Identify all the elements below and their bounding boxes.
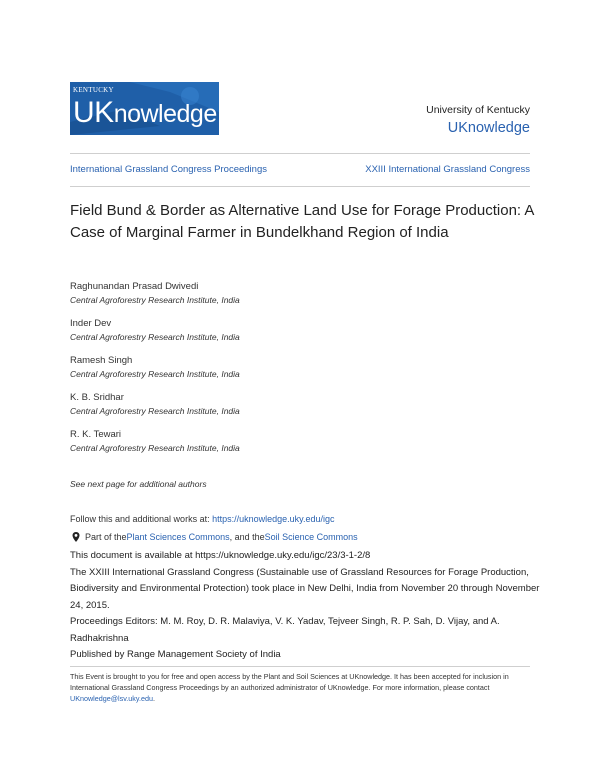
links-divider xyxy=(70,186,530,187)
congress-description: The XXIII International Grassland Congress (Sustainable use of Grassland Resources for Forage Production, Biodiversity and Environmental Protection) took place in New Delhi, India from November 20 through November 24, 2015. xyxy=(70,566,540,611)
author-affiliation: Central Agroforestry Research Institute, India xyxy=(70,406,240,416)
footer-end: . xyxy=(152,694,155,703)
author-entry xyxy=(70,429,530,466)
editors-note: Proceedings Editors: M. M. Roy, D. R. Malaviya, V. K. Yadav, Tejveer Singh, R. P. Sah, D. Vijay, and A. Radhakrishna xyxy=(70,616,500,644)
repository-link[interactable]: UKnowledge xyxy=(447,120,530,136)
author-affiliation: Central Agroforestry Research Institute, India xyxy=(70,443,240,453)
logo-main-text xyxy=(73,96,217,130)
logo-rest: nowledge xyxy=(113,100,217,128)
author-name: Raghunandan Prasad Dwivedi xyxy=(70,281,199,292)
author-entry xyxy=(70,355,530,392)
footer-text: This Event is brought to you for free and open access by the Plant and Soil Sciences at UKnowledge. It has been accepted for inclusion in International Grassland Congress Proceedings by an authorized administrator of UKnowledge. For more information, please contact xyxy=(70,672,509,692)
author-affiliation: Central Agroforestry Research Institute, India xyxy=(70,295,240,305)
author-affiliation: Central Agroforestry Research Institute, India xyxy=(70,332,240,342)
congress-link[interactable]: XXIII International Grassland Congress xyxy=(365,164,530,175)
publisher-note: Published by Range Management Society of India xyxy=(70,649,281,660)
uknowledge-logo xyxy=(70,82,219,135)
see-next-page-note: See next page for additional authors xyxy=(70,479,207,489)
author-entry xyxy=(70,281,530,318)
part-of-line xyxy=(70,531,358,543)
author-name: K. B. Sridhar xyxy=(70,392,124,403)
soil-science-link[interactable]: Soil Science Commons xyxy=(264,532,358,542)
follow-prefix: Follow this and additional works at: xyxy=(70,514,213,524)
document-info-block xyxy=(70,548,540,664)
author-entry xyxy=(70,392,530,429)
author-list xyxy=(70,281,530,466)
logo-k: K xyxy=(94,96,114,129)
footer-note xyxy=(70,671,535,704)
author-entry xyxy=(70,318,530,355)
availability-note: This document is available at https://uknowledge.uky.edu/igc/23/3-1-2/8 xyxy=(70,550,371,561)
institution-name: University of Kentucky xyxy=(426,104,530,116)
follow-line xyxy=(70,514,335,524)
follow-url-link[interactable]: https://uknowledge.uky.edu/igc xyxy=(212,514,335,524)
contact-email-link[interactable]: UKnowledge@lsv.uky.edu xyxy=(70,694,153,703)
proceedings-link[interactable]: International Grassland Congress Proceedings xyxy=(70,164,267,175)
logo-u: U xyxy=(73,96,95,129)
logo-small-text: KENTUCKY xyxy=(73,86,114,94)
header-divider xyxy=(70,153,530,154)
author-affiliation: Central Agroforestry Research Institute, India xyxy=(70,369,240,379)
part-of-prefix: Part of the xyxy=(85,532,127,542)
footer-divider xyxy=(70,666,530,667)
map-pin-icon xyxy=(70,531,82,543)
author-name: R. K. Tewari xyxy=(70,429,122,440)
plant-sciences-link[interactable]: Plant Sciences Commons xyxy=(126,532,230,542)
author-name: Inder Dev xyxy=(70,318,112,329)
author-name: Ramesh Singh xyxy=(70,355,133,366)
paper-title: Field Bund & Border as Alternative Land Use for Forage Production: A Case of Marginal Farmer in Bundelkhand Region of India xyxy=(70,202,534,241)
part-of-middle: , and the xyxy=(229,532,265,542)
